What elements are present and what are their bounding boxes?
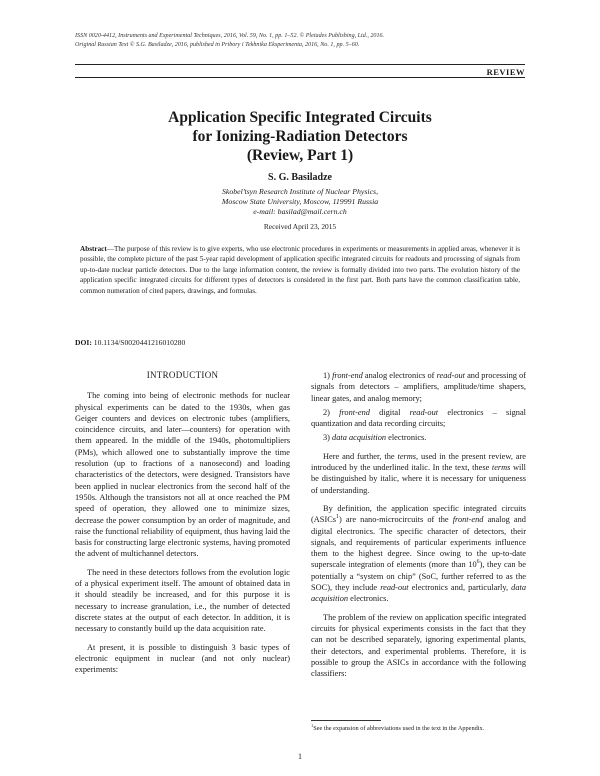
left-column [75, 370, 290, 682]
footnote-rule [311, 720, 381, 721]
term-read-out-2: read-out [409, 407, 439, 417]
term-terms-2: terms [491, 463, 511, 473]
journal-header [75, 32, 384, 50]
list-item-3 [311, 432, 526, 443]
terms-paragraph [311, 451, 526, 496]
asic-text-f: electronics. [348, 594, 389, 604]
term-read-out-3: read-out [380, 583, 409, 593]
author-email[interactable]: e-mail: basilad@mail.cern.ch [253, 207, 347, 216]
title-line-1: Application Specific Integrated Circuits [168, 109, 432, 126]
footnote-ref[interactable]: 1 [336, 514, 339, 521]
doi-value[interactable]: 10.1134/S0020441216010280 [93, 338, 186, 347]
intro-paragraph-3: At present, it is possible to distinguish 3 basic types of electronic equipment in nuclear (and not only nuclear) experiments: [75, 642, 290, 675]
term-data-acquisition: data acquisition [332, 433, 387, 443]
list-item-1-text-a: analog electronics of [362, 371, 437, 380]
term-data-acquisition-2: data acquisition [311, 583, 526, 604]
abstract-text: —The purpose of this review is to give experts, who use electronic procedures in experiments or measurements in applied areas, whenever it is possible, the complete picture of the past 5-year rapid development of application specific integrated circuits for readouts and processing of signals from up-to-date nuclear particle detectors. Due to the large information content, the review is formally divided into two parts. The evolution history of the application specific integrated circuits for different types of detectors is considered in the first part. Both parts have the common classification table, common numeration of cited papers, drawings, and formulas. [80, 245, 520, 295]
term-terms: terms [397, 451, 417, 461]
review-problem-paragraph: The problem of the review on application specific integrated circuits for physical experiments consists in the fact that they can not be described separately, ignoring experimental plants, their detectors, and experimental problems. Therefore, it is possible to group the ASICs in accordance with the following classifiers: [311, 612, 526, 679]
list-item-3-text: electronics. [386, 433, 427, 443]
doi [75, 338, 185, 347]
list-item-2 [311, 407, 526, 430]
term-read-out: read-out [436, 371, 465, 380]
asic-definition-paragraph [311, 503, 526, 605]
list-item-1 [311, 370, 526, 404]
asic-text-d: ), they can be potentially a “system on chip” (SoC, further referred to as the SOC), they include [311, 560, 526, 593]
affiliation-line-2: Moscow State University, Moscow, 119991 Russia [221, 197, 379, 206]
footnote [311, 722, 526, 733]
footnote-text: See the expansion of abbreviations used in the text in the Appendix. [313, 725, 485, 732]
term-front-end: front-end [332, 371, 363, 380]
list-item-2-text-b: electronics – signal quantization and data recording circuits; [311, 407, 526, 429]
section-rule-top [75, 64, 525, 65]
affiliation-line-1: Skobel’tsyn Research Institute of Nuclear Physics, [221, 187, 379, 196]
journal-header-line-1: ISSN 0020-4412, Instruments and Experimental Techniques, 2016, Vol. 59, No. 1, pp. 1–52. © Pleiades Publishing, Ltd., 2016. [75, 33, 385, 39]
list-item-1-text-b: and processing of signals from detectors – amplifiers, amplitude/time shapers, linear gates, and analog memory; [311, 371, 526, 403]
terms-text-a: Here and further, the [323, 451, 398, 461]
footnote-marker: 1 [311, 722, 314, 728]
list-item-2-number: 2) [323, 407, 340, 417]
list-item-3-number: 3) [323, 433, 333, 443]
abstract-label: Abstract [80, 245, 107, 253]
asic-text-c: analog and digital electronics. The specific character of detectors, their signals, and requirements of particular experiments influence them to the highest degree. Since owing to the up-to-date superscale integration of elements (more than 10 [311, 515, 526, 570]
page-number: 1 [298, 752, 302, 761]
section-tag: REVIEW [483, 67, 525, 77]
exponent: 6 [476, 559, 480, 566]
intro-paragraph-2: The need in these detectors follows from the evolution logic of a physical experiment itself. The amount of obtained data in it should steadily be increased, and for this purpose it is necessary to increase granulation, i.e., the number of detected discrete states at the output of each detector. In addition, it is necessary to constantly build up the data acquisition rate. [75, 567, 290, 634]
terms-text-b: , used in the present review, are introduced by the underlined italic. In the text, these [311, 451, 527, 473]
terms-text-c: will be distinguished by italic, where it is necessary for uniqueness of understanding. [311, 463, 526, 495]
intro-heading: INTRODUCTION [146, 370, 219, 380]
abstract [80, 244, 520, 296]
author-name: S. G. Basiladze [268, 172, 332, 183]
asic-text-e: electronics and, particularly, [408, 583, 512, 593]
title-line-3: (Review, Part 1) [246, 147, 354, 164]
list-item-1-number: 1) [323, 371, 333, 380]
term-front-end-2: front-end [339, 407, 370, 417]
journal-header-line-2: Original Russian Text © S.G. Basiladze, 2016, published in Pribory i Tekhnika Eksperimenta, 2016, No. 1, pp. 5–60. [75, 42, 360, 48]
affiliation [75, 187, 525, 217]
received-date: Received April 23, 2015 [263, 222, 337, 231]
list-item-2-text-a: digital [369, 407, 410, 417]
section-rule-bottom [75, 77, 525, 78]
right-column [311, 370, 526, 686]
doi-label: DOI: [75, 338, 92, 347]
term-front-end-3: front-end [452, 515, 484, 525]
section-label-bar [75, 64, 525, 78]
intro-paragraph-1: The coming into being of electronic methods for nuclear physical experiments can be dated to the 1930s, when gas Geiger counters and devices on electronic tubes (amplifiers, coincidence circuits, and later—counters) for operation with them appeared. In the middle of the 1940s, photomultipliers (PMs), which allowed one to substantially improve the time resolution (up to fractions of a nanosecond) and loading characteristics of the detectors, were designed. Transistors have been applied in nuclear electronics from the second half of the 1950s. Although the transistors not all at once reached the PM speed of operation, they allowed one to minimize sizes, decrease the power consumption by an order of magnitude, and raise the functional reliability of equipment, thus having laid the basis for constructing large electronic systems, having promoted the advent of multichannel detectors. [75, 391, 290, 559]
asic-text-a: By definition, the application specific integrated circuits (ASICs [311, 503, 526, 525]
asic-text-b: ) are nano-microcircuits of the [338, 515, 453, 525]
title-line-2: for Ionizing-Radiation Detectors [192, 128, 408, 145]
article-title [75, 108, 525, 165]
